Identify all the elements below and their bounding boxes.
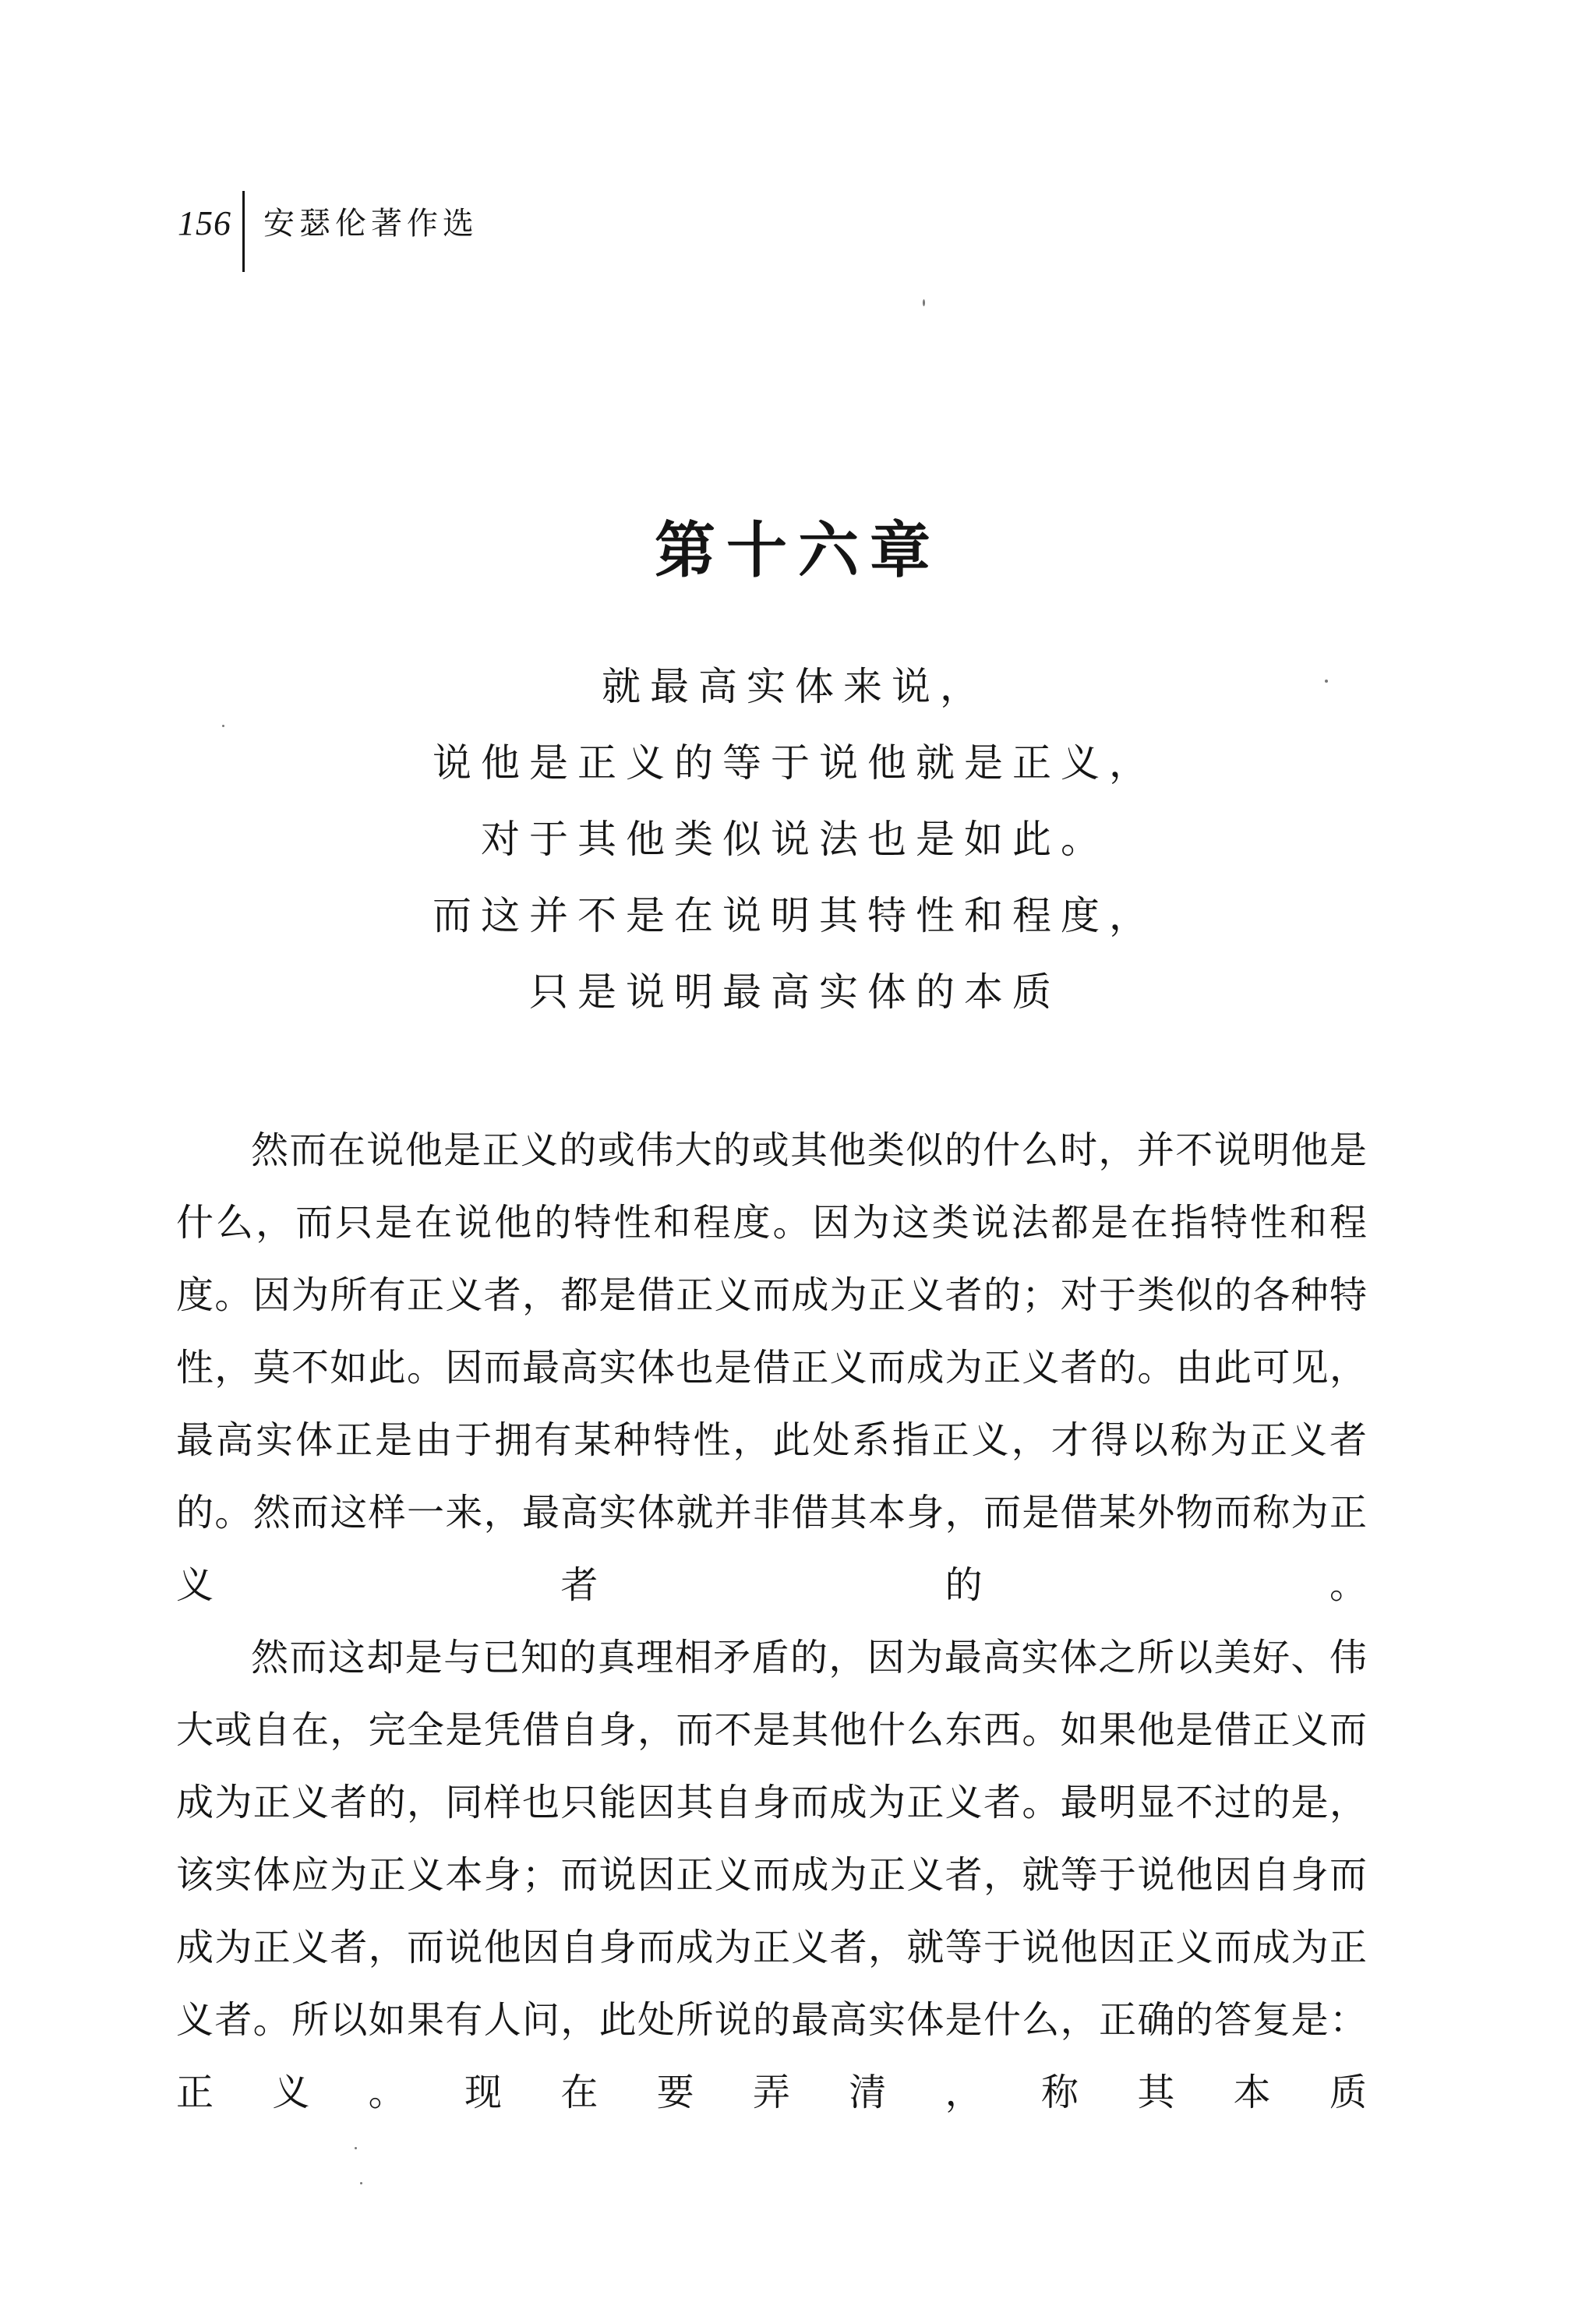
subtitle-line: 说他是正义的等于说他就是正义， — [433, 740, 1157, 786]
body-text — [176, 1114, 1367, 2129]
subtitle-line: 而这并不是在说明其特性和程度， — [433, 893, 1157, 938]
subtitle-line: 只是说明最高实体的本质 — [529, 969, 1061, 1015]
paragraph: 然而这却是与已知的真理相矛盾的，因为最高实体之所以美好、伟大或自在，完全是凭借自身，而不是其他什么东西。如果他是借正义而成为正义者的，同样也只能因其自身而成为正义者。最明显不过的是，该实体应为正义本身；而说因正义而成为正义者，就等于说他因自身而成为正义者，而说他因自身而成为正义者，就等于说他因正义而成为正义者。所以如果有人问，此处所说的最高实体是什么，正确的答复是：正义。现在要弄清，称其本质 — [176, 1636, 1367, 2114]
scan-speck — [923, 299, 925, 306]
scan-speck — [1325, 680, 1328, 683]
subtitle-line: 就最高实体来说， — [602, 664, 988, 709]
paragraph: 然而在说他是正义的或伟大的或其他类似的什么时，并不说明他是什么，而只是在说他的特性和程度。因为这类说法都是在指特性和程度。因为所有正义者，都是借正义而成为正义者的；对于类似的各种特性，莫不如此。因而最高实体也是借正义而成为正义者的。由此可见，最高实体正是由于拥有某种特性，此处系指正义，才得以称为正义者的。然而这样一来，最高实体就并非借其本身，而是借某外物而称为正义者的。 — [176, 1128, 1367, 1607]
chapter-subtitle — [281, 648, 1309, 1030]
running-head — [178, 191, 478, 277]
subtitle-line: 对于其他类似说法也是如此。 — [481, 817, 1109, 862]
page-number: 156 — [178, 204, 231, 242]
scan-speck — [222, 725, 224, 727]
scan-speck — [360, 2182, 362, 2184]
book-title: 安瑟伦著作选 — [263, 206, 478, 242]
header-divider — [242, 191, 245, 272]
scan-speck — [355, 2147, 357, 2149]
chapter-title: 第十六章 — [654, 516, 941, 586]
